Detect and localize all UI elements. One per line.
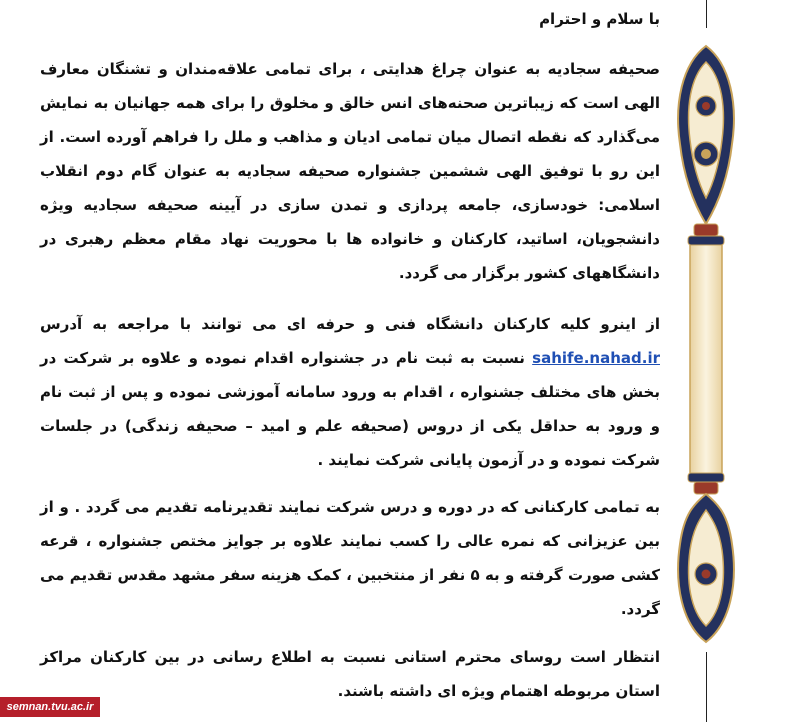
paragraph-2-rest: نسبت به ثبت نام در جشنواره اقدام نموده و علاوه بر شرکت در بخش های مختلف جشنواره ، اقدام به ورود سامانه آموزشی نموده و پس از ثبت نام و ورود به حداقل یکی از دروس (صحیفه علم و امید – صحیفه زندگی) در جلسات شرکت نموده و در آزمون پایانی شرکت نمایند . <box>40 349 660 469</box>
paragraph-4: انتظار است روسای محترم استانی نسبت به اطلاع رسانی در بین کارکنان مراکز استان مربوطه اهتمام ویژه ای داشته باشند. <box>40 648 660 700</box>
paragraph-2-intro: از اینرو کلیه کارکنان دانشگاه فنی و حرفه ای می توانند با مراجعه به آدرس <box>40 315 660 333</box>
paragraph-2 <box>40 307 660 477</box>
paragraph-1: صحیفه سجادیه به عنوان چراغ هدایتی ، برای تمامی علاقه‌مندان و تشنگان معارف الهی است که زیباترین صحنه‌های انس خالق و مخلوق را برای همه جهانیان به نمایش می‌گذارد که نقطه اتصال میان تمامی ادیان و مذاهب و ملل را فراهم آورده است. از این رو با توفیق الهی ششمین جشنواره صحیفه سجادیه به عنوان گام دوم انقلاب اسلامی: خودسازی، جامعه پردازی و تمدن سازی در آیینه صحیفه سجادیه ویژه دانشجویان، اساتید، کارکنان و خانواده ها با محوریت نهاد مقام معظم رهبری در دانشگاههای کشور برگزار می گردد. <box>40 60 660 282</box>
site-watermark-badge: semnan.tvu.ac.ir <box>0 697 100 717</box>
paragraph-3: به تمامی کارکنانی که در دوره و درس شرکت نمایند تقدیرنامه تقدیم می گردد . و از بین عزیزانی که نمره عالی را کسب نمایند علاوه بر جوایز مختص جشنواره ، قرعه کشی صورت گرفته و به ۵ نفر از منتخبین ، کمک هزینه سفر مشهد مقدس تقدیم می گردد. <box>40 498 660 618</box>
ornamental-scroll-border <box>672 44 740 644</box>
salutation: با سلام و احترام <box>539 10 660 28</box>
festival-website-link[interactable]: sahife.nahad.ir <box>532 349 660 367</box>
letter-body <box>20 0 660 722</box>
top-vertical-rule <box>706 0 707 28</box>
bottom-vertical-rule <box>706 652 707 722</box>
